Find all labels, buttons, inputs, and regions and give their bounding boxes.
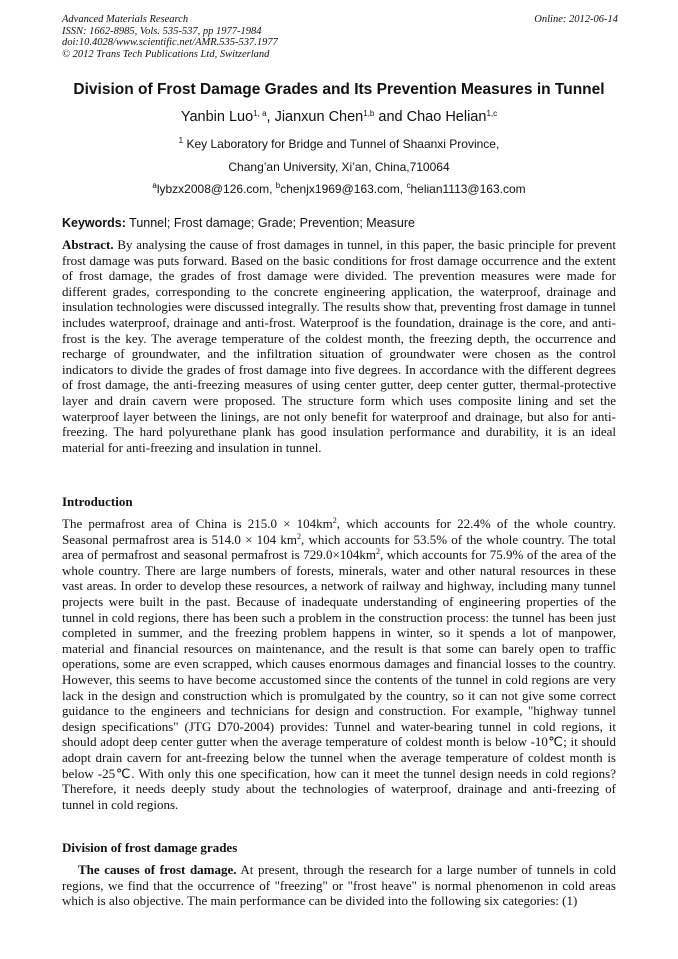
author-superscript: 1, a — [253, 109, 267, 118]
online-date: Online: 2012-06-14 — [534, 14, 618, 25]
issn-line: ISSN: 1662-8985, Vols. 535-537, pp 1977-1984 — [62, 25, 262, 37]
affiliation-line-2: Chang’an University, Xi’an, China,710064 — [228, 160, 450, 174]
abstract-text: By analysing the cause of frost damages in tunnel, in this paper, the basic principle for prevent frost damage was puts forward. Based on the basic conditions for frost damage occurrence and the extent of frost damage, the grades of frost damage were divided. The prevention measures were made for different grades, corresponding to the concrete engineering application, the waterproof, drainage and insulation technologies were discussed integrally. The results show that, preventing frost damage in tunnel includes waterproof, drainage and anti-frost. Waterproof is the foundation, drainage is the core, and anti-frost is the key. The average temperature of the coldest month, the freezing depth, the occurrence and recharge of groundwater, and the infiltration situation of groundwater were chosen as the control indicators to divide the grades of frost damage into five degrees. In accordance with the different degrees of frost damage, the anti-freezing measures of using center gutter, deep center gutter, thermal-protective layer and drain cavern were proposed. The structure form which uses composite lining and set the waterproof layer between the linings, are not only benefit for waterproof and drainage, but also for anti-freezing. The hard polyurethane plank has good insulation performance and durability, it is an ideal material for anti-freezing and insulation in tunnel. — [62, 237, 616, 455]
author-name: Yanbin Luo — [180, 109, 254, 125]
affiliation-line-1: $^1$ Key Laboratory for Bridge and Tunnel of Shaanxi Province, — [178, 136, 500, 151]
introduction-paragraph: The permafrost area of China is $215.0 \times 104km^2$, which accounts for 22.4% of the whole country. Seasonal permafrost area is 514.0 × 104 $km^2$, which accounts for 53.5% of the whole country. The total area of permafrost and seasonal permafrost is $729.0\times 104km^2$, which accounts for 75.9% of the area of the whole country. There are large numbers of forests, minerals, water and other natural resources in these vast areas. In order to develop these resources, a network of railway and highway, including many tunnel projects were built in the past. Because of inadequate understanding of engineering properties of the tunnel in cold regions, there has been such a problem in the construction process: the tunnel has been just completed in summer, and the freezing problem happens in winter, so it spends a lot of manpower, material and financial resources on maintenance, and the result is that some can barely open to traffic operations, some are even scrapped, which causes enormous damages and financial losses to the country. However, this seems to have become accustomed since the contents of the tunnel in cold regions are very lack in the design and construction which is promulgated by the country, so it can not give some correct guidance to the engineers and technicians for design and construction. For example, "highway tunnel design specifications" (JTG D70-2004) provides: Tunnel and water-bearing tunnel in cold regions, it should adopt deep center gutter when the average temperature of coldest month is below -10℃; it should adopt drain cavern for ant-freezing below the tunnel when the average temperature of coldest month is below -25℃. With only this one specification, how can it meet the tunnel design needs in cold regions? Therefore, it needs deeply study about the technologies of waterproof, drainage and anti-freezing of tunnel in cold regions. — [62, 516, 617, 812]
keywords-text: Tunnel; Frost damage; Grade; Prevention; Measure — [125, 216, 415, 230]
division-paragraph: The causes of frost damage. At present, through the research for a large number of tunnels in cold regions, we find that the occurrence of "freezing" or "frost heave" is normal phenomenon in cold areas which is also objective. The main performance can be divided into the following six categories: (1) — [62, 862, 616, 909]
journal-name: Advanced Materials Research — [62, 14, 189, 25]
abstract — [62, 237, 616, 455]
introduction-heading: Introduction — [62, 494, 133, 509]
email-address: helian1113@163.com — [410, 182, 526, 196]
author-line: Yanbin Luo$^{1, a}$, Jianxun Chen$^{1,b}$ and Chao Helian$^{1,c}$ — [180, 109, 498, 125]
paragraph-lead: The causes of frost damage. — [78, 862, 237, 877]
author-superscript: 1,c — [486, 109, 498, 118]
doi-line: doi:10.4028/www.scientific.net/AMR.535-537.1977 — [62, 37, 278, 48]
keywords-label: Keywords: — [62, 216, 126, 230]
email-line: $^a$lybzx2008@126.com, $^b$chenjx1969@163.com, $^c$helian1113@163.com — [152, 181, 526, 196]
division-heading: Division of frost damage grades — [62, 840, 238, 855]
keywords — [62, 216, 618, 230]
abstract-label: Abstract. — [62, 237, 114, 252]
author-name: Chao Helian — [406, 109, 487, 125]
author-superscript: 1,b — [363, 109, 375, 118]
email-address: lybzx2008@126.com, — [156, 182, 276, 196]
paper-title: Division of Frost Damage Grades and Its Prevention Measures in Tunnel — [73, 81, 605, 98]
author-name: Jianxun Chen — [274, 109, 364, 125]
journal-header — [62, 14, 618, 60]
email-address: chenjx1969@163.com, — [280, 182, 407, 196]
copyright-line: © 2012 Trans Tech Publications Ltd, Switzerland — [62, 48, 270, 60]
